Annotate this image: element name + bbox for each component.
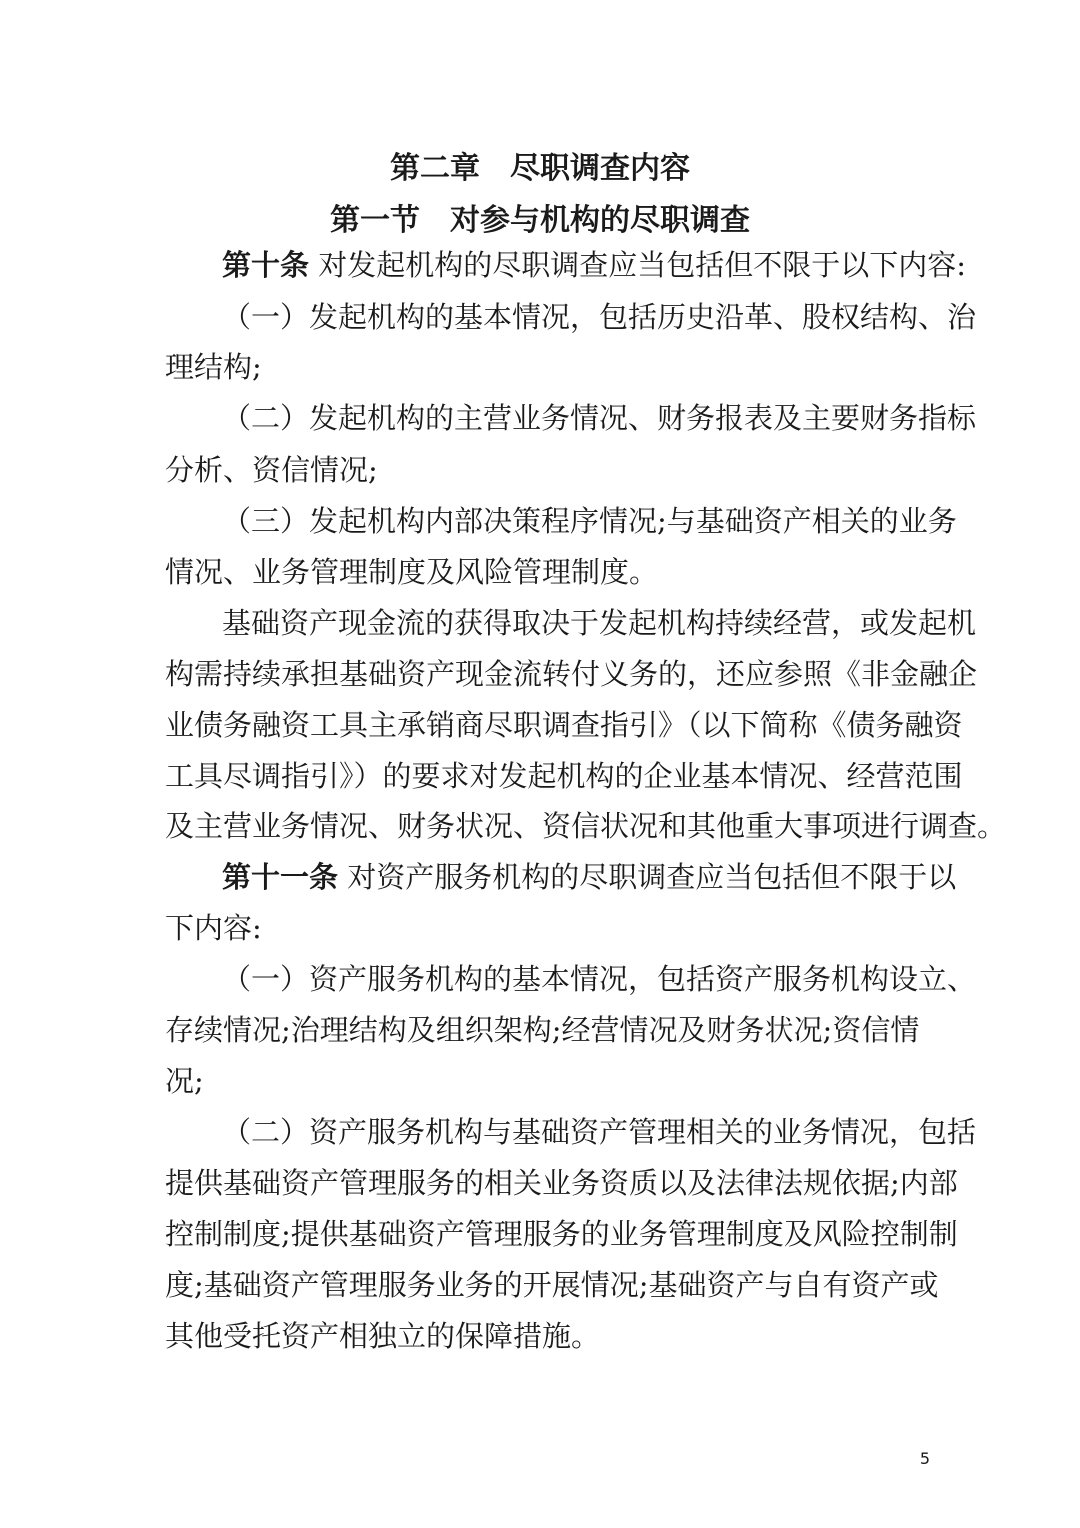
article-11-intro — [222, 857, 982, 897]
article-10-intro — [222, 245, 982, 285]
article-11-item-1-line-3: 况; — [165, 1064, 204, 1098]
article-10-item-3-line-2: 情况、业务管理制度及风险管理制度。 — [165, 555, 659, 589]
article-11-item-1-line-1: （一）资产服务机构的基本情况，包括资产服务机构设立、 — [222, 962, 977, 996]
article-10-item-1-line-2: 理结构; — [165, 350, 262, 384]
article-10-label: 第十条 — [222, 248, 310, 282]
article-10-paragraph-line-3: 业债务融资工具主承销商尽职调查指引》（以下简称《债务融资 — [165, 708, 963, 742]
article-11-intro-line-2: 下内容: — [165, 911, 262, 945]
article-11-item-2-line-2: 提供基础资产管理服务的相关业务资质以及法律法规依据;内部 — [165, 1166, 958, 1200]
article-10-paragraph-line-1: 基础资产现金流的获得取决于发起机构持续经营，或发起机 — [222, 606, 977, 640]
article-11-intro-text: 对资产服务机构的尽职调查应当包括但不限于以 — [347, 860, 957, 894]
article-10-item-3-line-1: （三）发起机构内部决策程序情况;与基础资产相关的业务 — [222, 504, 957, 538]
article-10-item-2-line-2: 分析、资信情况; — [165, 453, 378, 487]
article-10-intro-text: 对发起机构的尽职调查应当包括但不限于以下内容: — [318, 248, 967, 282]
article-10-paragraph-line-4: 工具尽调指引》）的要求对发起机构的企业基本情况、经营范围 — [165, 759, 963, 793]
chapter-title: 第二章 尽职调查内容 — [390, 151, 690, 186]
article-10-paragraph-line-5: 及主营业务情况、财务状况、资信状况和其他重大事项进行调查。 — [165, 809, 1007, 843]
article-11-item-2-line-1: （二）资产服务机构与基础资产管理相关的业务情况，包括 — [222, 1115, 977, 1149]
article-11-item-1-line-2: 存续情况;治理结构及组织架构;经营情况及财务状况;资信情 — [165, 1013, 920, 1047]
article-10-item-1-line-1: （一）发起机构的基本情况，包括历史沿革、股权结构、治 — [222, 300, 977, 334]
article-11-item-2-line-4: 度;基础资产管理服务业务的开展情况;基础资产与自有资产或 — [165, 1268, 939, 1302]
article-10-paragraph-line-2: 构需持续承担基础资产现金流转付义务的，还应参照《非金融企 — [165, 657, 978, 691]
article-11-item-2-line-3: 控制制度;提供基础资产管理服务的业务管理制度及风险控制制 — [165, 1217, 958, 1251]
article-10-item-2-line-1: （二）发起机构的主营业务情况、财务报表及主要财务指标 — [222, 401, 977, 435]
section-title: 第一节 对参与机构的尽职调查 — [330, 203, 750, 238]
page-number: 5 — [919, 1449, 930, 1468]
article-11-label: 第十一条 — [222, 860, 339, 894]
article-11-item-2-line-5: 其他受托资产相独立的保障措施。 — [165, 1319, 601, 1353]
